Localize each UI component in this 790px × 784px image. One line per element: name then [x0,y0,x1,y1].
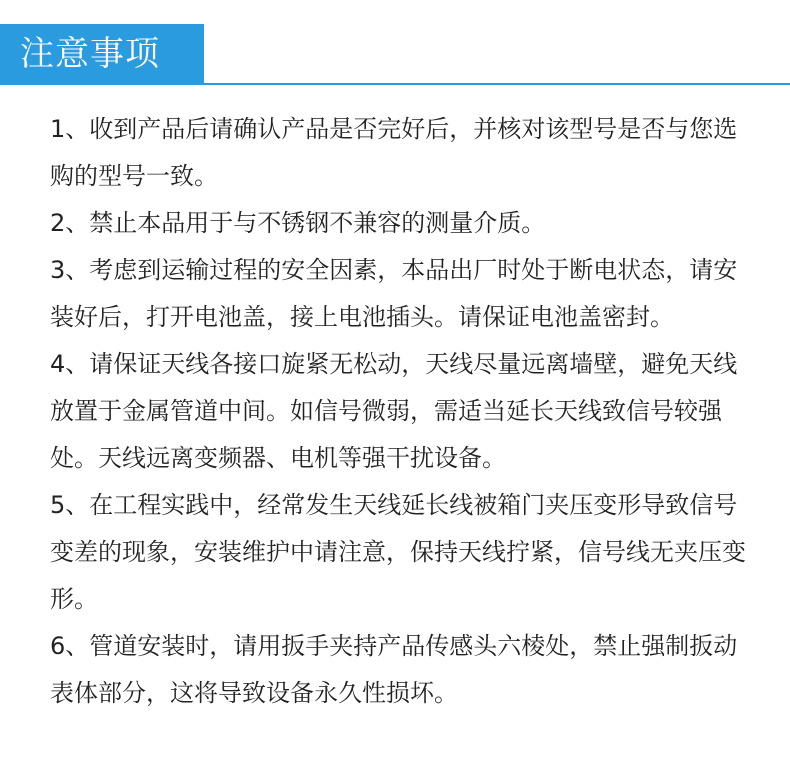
section-header [0,24,790,84]
note-item-1: 1、收到产品后请确认产品是否完好后，并核对该型号是否与您选购的型号一致。 [50,115,738,190]
page-title: 注意事项 [0,24,204,84]
note-item-4: 4、请保证天线各接口旋紧无松动，天线尽量远离墙壁，避免天线放置于金属管道中间。如信号微弱，需适当延长天线致信号较强处。天线远离变频器、电机等强干扰设备。 [50,350,738,472]
note-item-2: 2、禁止本品用于与不锈钢不兼容的测量介质。 [50,209,546,237]
notes-list [50,106,760,717]
note-item-3: 3、考虑到运输过程的安全因素，本品出厂时处于断电状态，请安装好后，打开电池盖，接上电池插头。请保证电池盖密封。 [50,256,738,331]
note-item-5: 5、在工程实践中，经常发生天线延长线被箱门夹压变形导致信号变差的现象，安装维护中请注意，保持天线拧紧，信号线无夹压变形。 [50,491,746,613]
note-item-6: 6、管道安装时，请用扳手夹持产品传感头六棱处，禁止强制扳动表体部分，这将导致设备永久性损坏。 [50,632,738,707]
